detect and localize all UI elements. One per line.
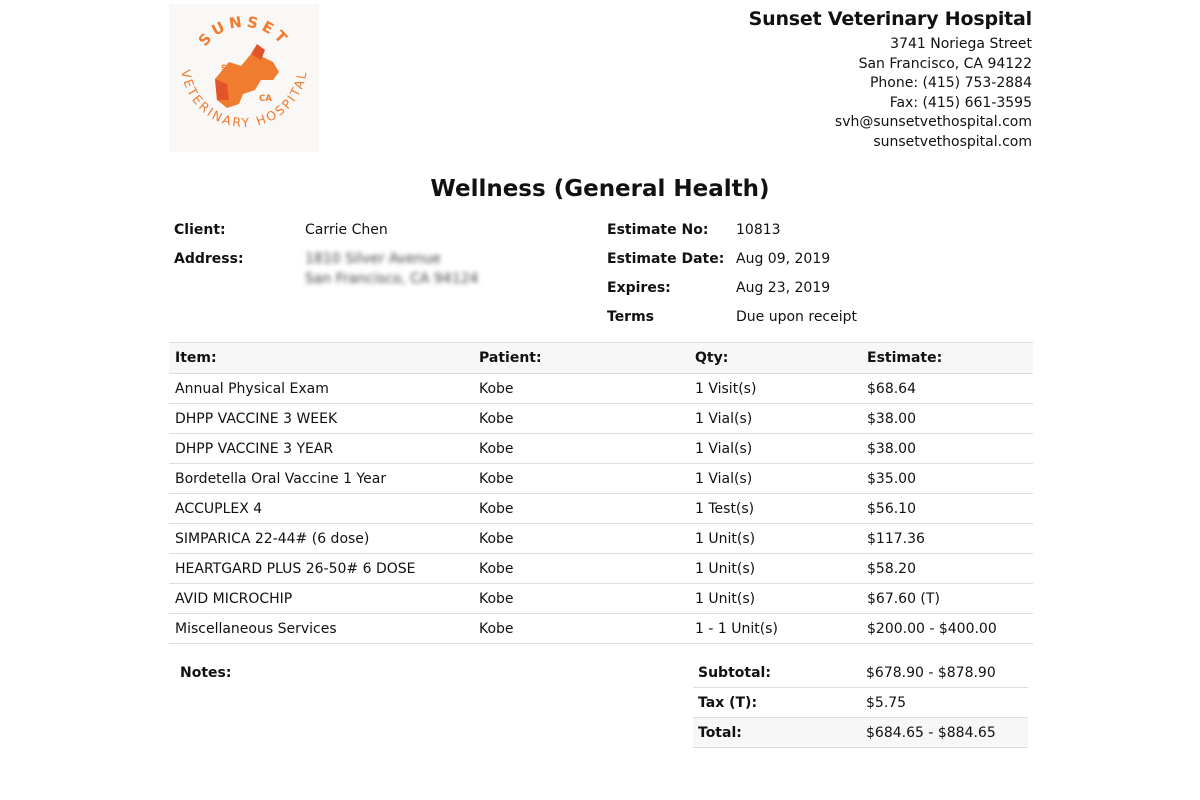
table-row [169,584,1033,614]
clinic-phone: Phone: (415) 753-2884 [869,75,1032,91]
subtotal-label: Subtotal: [693,658,861,688]
estimate-date-label: Estimate Date: [607,251,725,267]
table-row [169,404,1033,434]
item-cell: DHPP VACCINE 3 WEEK [169,404,473,434]
logo-sf-badge: SF [221,64,233,74]
totals-table [693,658,1028,748]
qty-cell: 1 - 1 Unit(s) [689,614,861,644]
patient-cell: Kobe [473,374,689,404]
address-line-2: San Francisco, CA 94124 [305,271,479,287]
header-estimate: Estimate: [861,343,1033,374]
item-cell: Annual Physical Exam [169,374,473,404]
qty-cell: 1 Vial(s) [689,464,861,494]
svg-text:SUNSET [195,12,294,49]
address-line-1: 1810 Silver Avenue [305,251,441,267]
terms-value: Due upon receipt [736,309,858,325]
clinic-info [749,8,1032,152]
estimate-date: Aug 09, 2019 [736,251,831,267]
total-label: Total: [693,718,861,748]
header-patient: Patient: [473,343,689,374]
patient-cell: Kobe [473,524,689,554]
estimate-cell: $35.00 [861,464,1033,494]
estimate-cell: $67.60 (T) [861,584,1033,614]
document-title: Wellness (General Health) [430,176,770,202]
item-cell: Bordetella Oral Vaccine 1 Year [169,464,473,494]
item-cell: SIMPARICA 22-44# (6 dose) [169,524,473,554]
estimate-no-label: Estimate No: [607,222,709,238]
qty-cell: 1 Visit(s) [689,374,861,404]
qty-cell: 1 Vial(s) [689,434,861,464]
item-cell: ACCUPLEX 4 [169,494,473,524]
clinic-street: 3741 Noriega Street [890,36,1032,52]
item-cell: Miscellaneous Services [169,614,473,644]
table-row [169,374,1033,404]
clinic-logo-graphic [169,4,319,152]
logo-ca-badge: CA [259,94,272,104]
table-header-row [169,343,1033,374]
item-cell: HEARTGARD PLUS 26-50# 6 DOSE [169,554,473,584]
logo-arc-top: SUNSET [194,12,294,50]
item-cell: AVID MICROCHIP [169,584,473,614]
estimate-cell: $200.00 - $400.00 [861,614,1033,644]
estimate-cell: $68.64 [861,374,1033,404]
qty-cell: 1 Unit(s) [689,524,861,554]
client-label: Client: [174,222,226,238]
patient-cell: Kobe [473,434,689,464]
clinic-fax: Fax: (415) 661-3595 [889,94,1032,111]
estimate-cell: $117.36 [861,524,1033,554]
subtotal-value: $678.90 - $878.90 [861,658,1028,688]
clinic-email[interactable]: svh@sunsetvethospital.com [834,114,1032,130]
estimate-cell: $38.00 [861,404,1033,434]
estimate-cell: $56.10 [861,494,1033,524]
estimate-cell: $38.00 [861,434,1033,464]
clinic-website[interactable]: sunsetvethospital.com [873,133,1032,150]
qty-cell: 1 Test(s) [689,494,861,524]
terms-label: Terms [607,309,655,325]
clinic-city: San Francisco, CA 94122 [858,55,1032,72]
address-label: Address: [174,251,244,267]
tax-value: $5.75 [861,688,1028,718]
qty-cell: 1 Unit(s) [689,554,861,584]
table-row [169,614,1033,644]
table-row [169,434,1033,464]
total-row [693,718,1028,748]
patient-cell: Kobe [473,404,689,434]
total-value: $684.65 - $884.65 [861,718,1028,748]
patient-cell: Kobe [473,554,689,584]
table-row [169,554,1033,584]
patient-cell: Kobe [473,614,689,644]
tax-row [693,688,1028,718]
patient-cell: Kobe [473,494,689,524]
client-name: Carrie Chen [305,222,388,238]
subtotal-row [693,658,1028,688]
expires-date: Aug 23, 2019 [736,280,831,296]
qty-cell: 1 Unit(s) [689,584,861,614]
header-qty: Qty: [689,343,861,374]
clinic-name: Sunset Veterinary Hospital [748,8,1032,30]
expires-label: Expires: [607,280,671,296]
notes-label: Notes: [180,665,232,681]
item-cell: DHPP VACCINE 3 YEAR [169,434,473,464]
patient-cell: Kobe [473,584,689,614]
estimate-cell: $58.20 [861,554,1033,584]
qty-cell: 1 Vial(s) [689,404,861,434]
clinic-logo [169,4,319,152]
table-row [169,524,1033,554]
header-item: Item: [169,343,473,374]
patient-cell: Kobe [473,464,689,494]
table-row [169,464,1033,494]
estimate-items-table [169,342,1033,644]
tax-label: Tax (T): [693,688,861,718]
table-row [169,494,1033,524]
estimate-no: 10813 [736,222,781,238]
logo-arc-bottom: VETERINARY HOSPITAL [178,68,310,131]
